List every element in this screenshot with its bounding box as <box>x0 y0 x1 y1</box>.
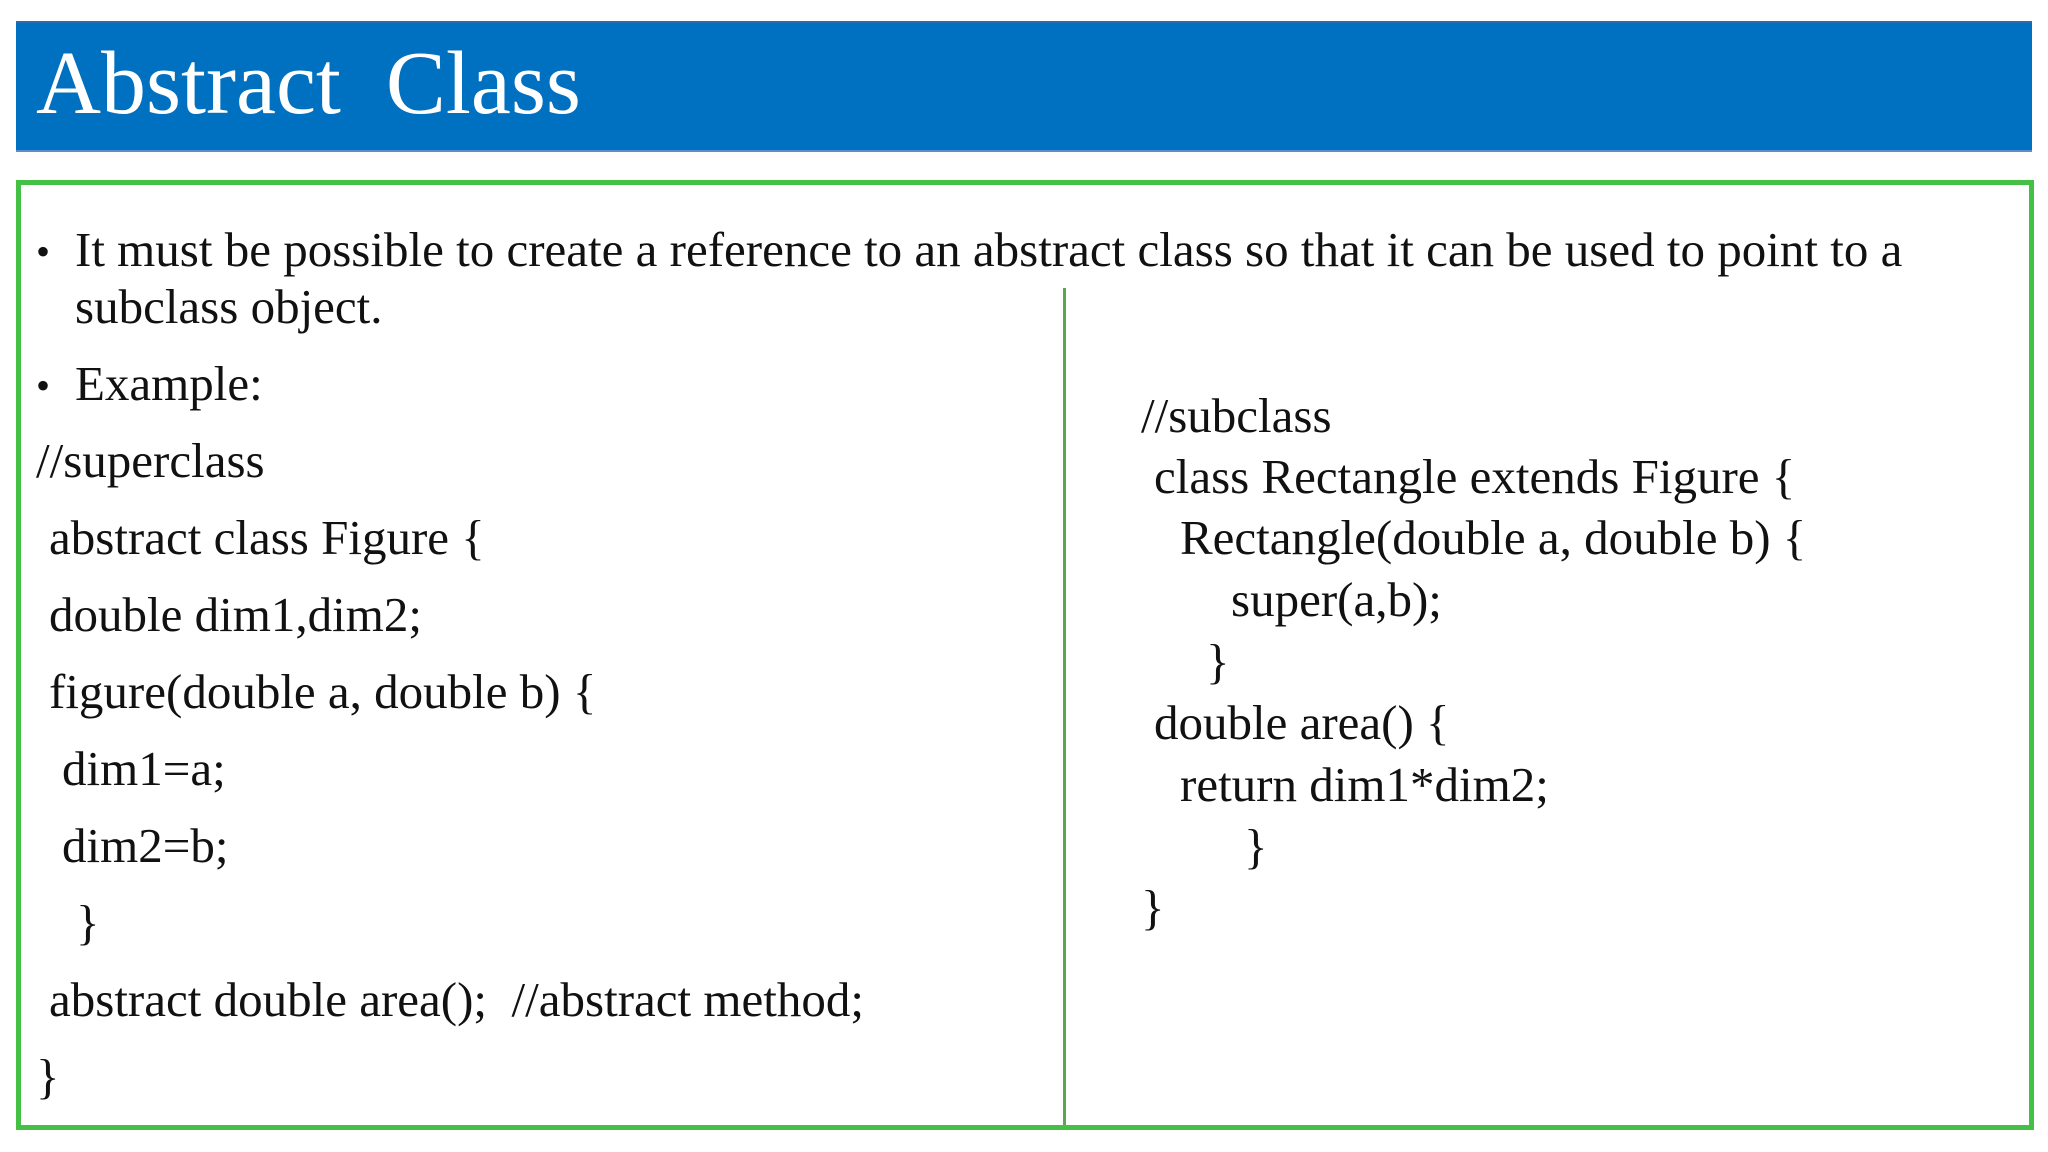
column-divider <box>1063 288 1066 1125</box>
superclass-code-line-9: } <box>36 1049 60 1104</box>
subclass-code-line-9: } <box>1141 880 1165 935</box>
bullet-2-line-1: Example: <box>75 356 263 411</box>
subclass-code-line-6: double area() { <box>1154 695 1450 750</box>
subclass-code-line-3: Rectangle(double a, double b) { <box>1180 510 1807 565</box>
superclass-code-line-4: figure(double a, double b) { <box>49 664 597 719</box>
superclass-code-line-3: double dim1,dim2; <box>49 587 422 642</box>
slide-title: Abstract Class <box>36 34 581 133</box>
superclass-code-line-7: } <box>76 895 100 950</box>
superclass-code-line-2: abstract class Figure { <box>49 510 485 565</box>
superclass-code-line-5: dim1=a; <box>62 741 226 796</box>
bullet-marker-2: • <box>36 363 51 408</box>
subclass-code-line-4: super(a,b); <box>1231 572 1442 627</box>
superclass-code-line-8: abstract double area(); //abstract method; <box>49 972 864 1027</box>
superclass-code-line-1: //superclass <box>36 433 265 488</box>
bullet-1-line-2: subclass object. <box>75 279 383 334</box>
title-bar <box>16 21 2032 152</box>
subclass-code-line-1: //subclass <box>1141 388 1332 443</box>
subclass-code-line-8: } <box>1244 819 1268 874</box>
subclass-code-line-2: class Rectangle extends Figure { <box>1154 449 1796 504</box>
subclass-code-line-7: return dim1*dim2; <box>1180 757 1549 812</box>
bullet-1-line-1: It must be possible to create a reference to an abstract class so that it can be used to point to a <box>75 222 1903 277</box>
subclass-code-line-5: } <box>1206 634 1230 689</box>
bullet-marker-1: • <box>36 229 51 274</box>
superclass-code-line-6: dim2=b; <box>62 818 229 873</box>
